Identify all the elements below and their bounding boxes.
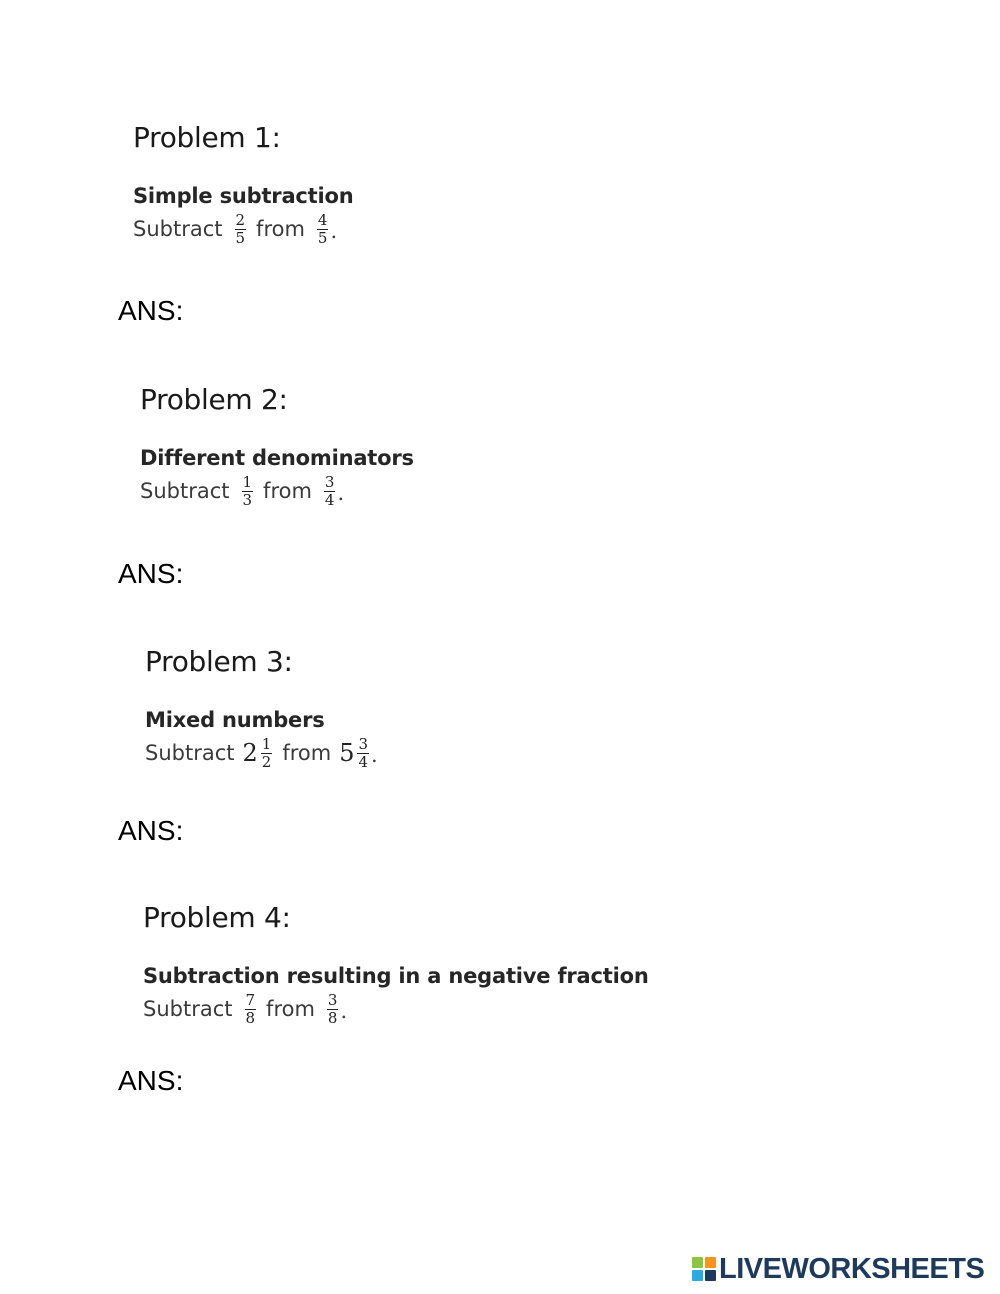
statement-connector: from: [256, 217, 305, 241]
fraction: [245, 990, 257, 1027]
answer-label-3: ANS:: [118, 815, 184, 846]
denominator: 3: [242, 490, 253, 509]
statement-end: .: [337, 481, 345, 505]
statement-verb: Subtract: [145, 741, 235, 765]
first-fraction: [240, 472, 256, 509]
liveworksheets-logo: [692, 1254, 984, 1284]
statement-verb: Subtract: [143, 997, 233, 1021]
problem-3-subtitle: Mixed numbers: [145, 708, 325, 732]
numerator: 1: [242, 472, 253, 491]
fraction: [327, 990, 339, 1027]
statement-verb: Subtract: [133, 217, 223, 241]
second-mixed-number: [339, 734, 371, 771]
statement-connector: from: [266, 997, 315, 1021]
fraction: [235, 210, 247, 247]
denominator: 5: [235, 228, 246, 247]
fraction: [324, 472, 336, 509]
liveworksheets-logo-text: LIVEWORKSHEETS: [719, 1253, 985, 1285]
numerator: 2: [235, 210, 246, 229]
statement-end: .: [371, 743, 378, 767]
problem-4-title: Problem 4:: [143, 901, 291, 934]
logo-tile: [692, 1270, 703, 1281]
problem-2: [140, 383, 414, 511]
statement-connector: from: [263, 479, 312, 503]
problem-2-title: Problem 2:: [140, 383, 288, 416]
logo-tile: [705, 1270, 716, 1281]
problem-3: [145, 645, 378, 773]
numerator: 1: [261, 734, 272, 753]
problem-3-statement: [145, 733, 378, 773]
fraction: [317, 210, 329, 247]
numerator: 4: [317, 210, 328, 229]
problem-3-title: Problem 3:: [145, 645, 293, 678]
second-fraction: [322, 472, 338, 509]
problem-2-subtitle: Different denominators: [140, 446, 414, 470]
statement-end: .: [330, 219, 338, 243]
problem-2-statement: [140, 471, 414, 511]
second-fraction: [315, 210, 331, 247]
first-mixed-number: [242, 734, 275, 771]
denominator: 8: [327, 1008, 338, 1027]
answer-label-2: ANS:: [118, 558, 184, 589]
answer-label-1: ANS:: [118, 295, 184, 326]
second-fraction: [325, 990, 341, 1027]
whole-part: 5: [339, 739, 355, 767]
denominator: 2: [261, 752, 272, 771]
numerator: 3: [358, 734, 369, 753]
numerator: 7: [245, 990, 256, 1009]
denominator: 5: [317, 228, 328, 247]
problem-1-subtitle: Simple subtraction: [133, 184, 354, 208]
fraction: [357, 734, 369, 771]
problem-4-statement: [143, 989, 649, 1029]
problem-1: [133, 121, 354, 249]
logo-tile: [705, 1257, 716, 1268]
fraction: [261, 734, 273, 771]
first-fraction: [243, 990, 259, 1027]
first-fraction: [233, 210, 249, 247]
whole-part: 2: [242, 739, 258, 767]
numerator: 3: [324, 472, 335, 491]
problem-1-title: Problem 1:: [133, 121, 281, 154]
denominator: 8: [245, 1008, 256, 1027]
fraction: [242, 472, 254, 509]
denominator: 4: [324, 490, 335, 509]
statement-verb: Subtract: [140, 479, 230, 503]
numerator: 3: [327, 990, 338, 1009]
answer-label-4: ANS:: [118, 1065, 184, 1096]
liveworksheets-logo-icon: [692, 1257, 716, 1281]
problem-4-subtitle: Subtraction resulting in a negative fraction: [143, 964, 649, 988]
denominator: 4: [358, 752, 369, 771]
statement-connector: from: [282, 741, 332, 765]
logo-tile: [692, 1257, 703, 1268]
statement-end: .: [340, 999, 348, 1023]
problem-4: [143, 901, 649, 1029]
problem-1-statement: [133, 209, 354, 249]
